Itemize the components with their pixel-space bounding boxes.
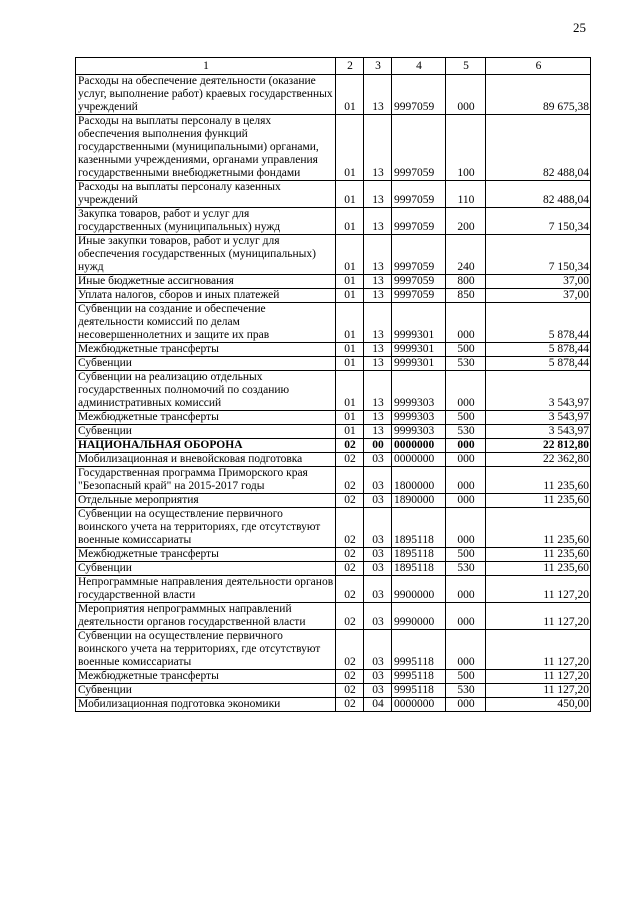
subsection-code-cell: 13 bbox=[364, 115, 392, 181]
expense-type-cell: 000 bbox=[446, 603, 486, 630]
target-article-cell: 1895118 bbox=[392, 548, 446, 562]
section-code-cell: 02 bbox=[336, 698, 364, 712]
target-article-cell: 9997059 bbox=[392, 75, 446, 115]
expense-name-cell: Иные закупки товаров, работ и услуг для обеспечения государственных (муниципальных) нужд bbox=[76, 235, 336, 275]
section-code-cell: 02 bbox=[336, 494, 364, 508]
section-code-cell: 01 bbox=[336, 411, 364, 425]
header-cell: 2 bbox=[336, 58, 364, 75]
expense-name-cell: Субвенции на реализацию отдельных государственных полномочий по созданию административных комиссий bbox=[76, 371, 336, 411]
target-article-cell: 9997059 bbox=[392, 181, 446, 208]
table-row bbox=[76, 371, 591, 411]
expense-name-cell: Межбюджетные трансферты bbox=[76, 670, 336, 684]
amount-cell: 11 127,20 bbox=[486, 603, 591, 630]
expense-name-cell: Расходы на выплаты персоналу казенных учреждений bbox=[76, 181, 336, 208]
expense-name-cell: Расходы на выплаты персоналу в целях обеспечения выполнения функций государственными (муниципальными) органами, казенными учреждениями, органами управления государственными внебюджетными фондами bbox=[76, 115, 336, 181]
target-article-cell: 9997059 bbox=[392, 115, 446, 181]
section-code-cell: 01 bbox=[336, 75, 364, 115]
expense-type-cell: 000 bbox=[446, 439, 486, 453]
target-article-cell: 1800000 bbox=[392, 467, 446, 494]
header-cell: 5 bbox=[446, 58, 486, 75]
target-article-cell: 1895118 bbox=[392, 508, 446, 548]
expense-name-cell: Мобилизационная и вневойсковая подготовка bbox=[76, 453, 336, 467]
table-row bbox=[76, 181, 591, 208]
subsection-code-cell: 03 bbox=[364, 670, 392, 684]
target-article-cell: 9997059 bbox=[392, 235, 446, 275]
amount-cell: 82 488,04 bbox=[486, 115, 591, 181]
subsection-code-cell: 03 bbox=[364, 684, 392, 698]
amount-cell: 3 543,97 bbox=[486, 371, 591, 411]
section-code-cell: 02 bbox=[336, 562, 364, 576]
table-header-row bbox=[76, 58, 591, 75]
expense-type-cell: 500 bbox=[446, 411, 486, 425]
subsection-code-cell: 13 bbox=[364, 303, 392, 343]
subsection-code-cell: 13 bbox=[364, 289, 392, 303]
target-article-cell: 1895118 bbox=[392, 562, 446, 576]
subsection-code-cell: 13 bbox=[364, 343, 392, 357]
table-row bbox=[76, 630, 591, 670]
table-row bbox=[76, 576, 591, 603]
section-code-cell: 02 bbox=[336, 576, 364, 603]
subsection-code-cell: 13 bbox=[364, 357, 392, 371]
expense-type-cell: 000 bbox=[446, 75, 486, 115]
table-row bbox=[76, 548, 591, 562]
header-cell: 6 bbox=[486, 58, 591, 75]
subsection-code-cell: 03 bbox=[364, 494, 392, 508]
section-code-cell: 02 bbox=[336, 603, 364, 630]
subsection-code-cell: 04 bbox=[364, 698, 392, 712]
table-row bbox=[76, 698, 591, 712]
header-cell: 3 bbox=[364, 58, 392, 75]
table-row bbox=[76, 670, 591, 684]
expense-type-cell: 000 bbox=[446, 508, 486, 548]
section-code-cell: 01 bbox=[336, 181, 364, 208]
expense-name-cell: Субвенции bbox=[76, 425, 336, 439]
subsection-code-cell: 03 bbox=[364, 453, 392, 467]
expense-type-cell: 530 bbox=[446, 684, 486, 698]
section-code-cell: 01 bbox=[336, 425, 364, 439]
table-row bbox=[76, 439, 591, 453]
table-row bbox=[76, 343, 591, 357]
section-code-cell: 02 bbox=[336, 684, 364, 698]
table-row bbox=[76, 275, 591, 289]
section-code-cell: 02 bbox=[336, 453, 364, 467]
amount-cell: 11 235,60 bbox=[486, 467, 591, 494]
target-article-cell: 0000000 bbox=[392, 698, 446, 712]
subsection-code-cell: 03 bbox=[364, 562, 392, 576]
subsection-code-cell: 13 bbox=[364, 235, 392, 275]
subsection-code-cell: 03 bbox=[364, 630, 392, 670]
expense-name-cell: Отдельные мероприятия bbox=[76, 494, 336, 508]
amount-cell: 11 127,20 bbox=[486, 670, 591, 684]
amount-cell: 7 150,34 bbox=[486, 208, 591, 235]
amount-cell: 22 362,80 bbox=[486, 453, 591, 467]
target-article-cell: 9999303 bbox=[392, 411, 446, 425]
expense-type-cell: 850 bbox=[446, 289, 486, 303]
expense-name-cell: Межбюджетные трансферты bbox=[76, 343, 336, 357]
amount-cell: 22 812,80 bbox=[486, 439, 591, 453]
table-row bbox=[76, 508, 591, 548]
expense-type-cell: 800 bbox=[446, 275, 486, 289]
expense-name-cell: Субвенции на осуществление первичного воинского учета на территориях, где отсутствуют военные комиссариаты bbox=[76, 630, 336, 670]
expense-name-cell: Межбюджетные трансферты bbox=[76, 548, 336, 562]
amount-cell: 11 235,60 bbox=[486, 494, 591, 508]
section-code-cell: 01 bbox=[336, 235, 364, 275]
subsection-code-cell: 03 bbox=[364, 548, 392, 562]
expense-name-cell: Мероприятия непрограммных направлений деятельности органов государственной власти bbox=[76, 603, 336, 630]
expense-type-cell: 000 bbox=[446, 576, 486, 603]
expense-name-cell: Иные бюджетные ассигнования bbox=[76, 275, 336, 289]
table-row bbox=[76, 453, 591, 467]
expense-name-cell: Мобилизационная подготовка экономики bbox=[76, 698, 336, 712]
expense-type-cell: 500 bbox=[446, 343, 486, 357]
table-row bbox=[76, 684, 591, 698]
subsection-code-cell: 03 bbox=[364, 576, 392, 603]
target-article-cell: 9997059 bbox=[392, 275, 446, 289]
section-code-cell: 01 bbox=[336, 303, 364, 343]
section-code-cell: 01 bbox=[336, 343, 364, 357]
expense-name-cell: Расходы на обеспечение деятельности (оказание услуг, выполнение работ) краевых государственных учреждений bbox=[76, 75, 336, 115]
target-article-cell: 1890000 bbox=[392, 494, 446, 508]
amount-cell: 450,00 bbox=[486, 698, 591, 712]
amount-cell: 11 235,60 bbox=[486, 562, 591, 576]
subsection-code-cell: 13 bbox=[364, 371, 392, 411]
target-article-cell: 9999303 bbox=[392, 425, 446, 439]
amount-cell: 3 543,97 bbox=[486, 425, 591, 439]
subsection-code-cell: 13 bbox=[364, 411, 392, 425]
expense-name-cell: Субвенции на осуществление первичного воинского учета на территориях, где отсутствуют военные комиссариаты bbox=[76, 508, 336, 548]
subsection-code-cell: 13 bbox=[364, 425, 392, 439]
amount-cell: 82 488,04 bbox=[486, 181, 591, 208]
subsection-code-cell: 13 bbox=[364, 181, 392, 208]
subsection-code-cell: 03 bbox=[364, 603, 392, 630]
expense-type-cell: 000 bbox=[446, 630, 486, 670]
section-code-cell: 01 bbox=[336, 115, 364, 181]
expense-type-cell: 000 bbox=[446, 303, 486, 343]
subsection-code-cell: 00 bbox=[364, 439, 392, 453]
section-code-cell: 02 bbox=[336, 630, 364, 670]
table-row bbox=[76, 303, 591, 343]
expense-type-cell: 000 bbox=[446, 494, 486, 508]
expense-name-cell: Субвенции bbox=[76, 684, 336, 698]
expense-type-cell: 500 bbox=[446, 670, 486, 684]
amount-cell: 11 235,60 bbox=[486, 508, 591, 548]
amount-cell: 5 878,44 bbox=[486, 357, 591, 371]
expense-type-cell: 530 bbox=[446, 425, 486, 439]
expense-name-cell: Субвенции на создание и обеспечение деятельности комиссий по делам несовершеннолетних и защите их прав bbox=[76, 303, 336, 343]
table-row bbox=[76, 411, 591, 425]
section-code-cell: 01 bbox=[336, 208, 364, 235]
table-row bbox=[76, 75, 591, 115]
amount-cell: 5 878,44 bbox=[486, 303, 591, 343]
subsection-code-cell: 13 bbox=[364, 75, 392, 115]
expense-type-cell: 000 bbox=[446, 371, 486, 411]
expense-name-cell: Закупка товаров, работ и услуг для государственных (муниципальных) нужд bbox=[76, 208, 336, 235]
target-article-cell: 9999301 bbox=[392, 357, 446, 371]
table-row bbox=[76, 467, 591, 494]
amount-cell: 37,00 bbox=[486, 289, 591, 303]
table-row bbox=[76, 562, 591, 576]
table-row bbox=[76, 208, 591, 235]
subsection-code-cell: 13 bbox=[364, 208, 392, 235]
target-article-cell: 9997059 bbox=[392, 208, 446, 235]
budget-table bbox=[75, 57, 591, 712]
target-article-cell: 9999303 bbox=[392, 371, 446, 411]
expense-name-cell: Уплата налогов, сборов и иных платежей bbox=[76, 289, 336, 303]
expense-type-cell: 000 bbox=[446, 698, 486, 712]
target-article-cell: 9990000 bbox=[392, 603, 446, 630]
target-article-cell: 9995118 bbox=[392, 684, 446, 698]
section-code-cell: 02 bbox=[336, 670, 364, 684]
expense-name-cell: Межбюджетные трансферты bbox=[76, 411, 336, 425]
amount-cell: 11 127,20 bbox=[486, 630, 591, 670]
expense-name-cell: НАЦИОНАЛЬНАЯ ОБОРОНА bbox=[76, 439, 336, 453]
subsection-code-cell: 03 bbox=[364, 508, 392, 548]
subsection-code-cell: 03 bbox=[364, 467, 392, 494]
amount-cell: 11 235,60 bbox=[486, 548, 591, 562]
target-article-cell: 0000000 bbox=[392, 453, 446, 467]
expense-type-cell: 530 bbox=[446, 357, 486, 371]
table-row bbox=[76, 289, 591, 303]
section-code-cell: 01 bbox=[336, 289, 364, 303]
expense-type-cell: 000 bbox=[446, 453, 486, 467]
table-row bbox=[76, 115, 591, 181]
section-code-cell: 01 bbox=[336, 275, 364, 289]
target-article-cell: 0000000 bbox=[392, 439, 446, 453]
amount-cell: 3 543,97 bbox=[486, 411, 591, 425]
target-article-cell: 9999301 bbox=[392, 343, 446, 357]
expense-type-cell: 200 bbox=[446, 208, 486, 235]
page-number: 25 bbox=[573, 20, 586, 35]
subsection-code-cell: 13 bbox=[364, 275, 392, 289]
expense-type-cell: 500 bbox=[446, 548, 486, 562]
section-code-cell: 01 bbox=[336, 371, 364, 411]
table-row bbox=[76, 357, 591, 371]
section-code-cell: 02 bbox=[336, 467, 364, 494]
expense-name-cell: Субвенции bbox=[76, 562, 336, 576]
expense-name-cell: Субвенции bbox=[76, 357, 336, 371]
table-row bbox=[76, 235, 591, 275]
section-code-cell: 01 bbox=[336, 357, 364, 371]
amount-cell: 5 878,44 bbox=[486, 343, 591, 357]
expense-type-cell: 100 bbox=[446, 115, 486, 181]
target-article-cell: 9995118 bbox=[392, 630, 446, 670]
amount-cell: 89 675,38 bbox=[486, 75, 591, 115]
target-article-cell: 9900000 bbox=[392, 576, 446, 603]
header-cell: 4 bbox=[392, 58, 446, 75]
expense-type-cell: 000 bbox=[446, 467, 486, 494]
section-code-cell: 02 bbox=[336, 548, 364, 562]
amount-cell: 11 127,20 bbox=[486, 684, 591, 698]
header-cell: 1 bbox=[76, 58, 336, 75]
expense-type-cell: 110 bbox=[446, 181, 486, 208]
expense-name-cell: Государственная программа Приморского края "Безопасный край" на 2015-2017 годы bbox=[76, 467, 336, 494]
table-row bbox=[76, 603, 591, 630]
target-article-cell: 9997059 bbox=[392, 289, 446, 303]
amount-cell: 7 150,34 bbox=[486, 235, 591, 275]
expense-type-cell: 240 bbox=[446, 235, 486, 275]
amount-cell: 11 127,20 bbox=[486, 576, 591, 603]
target-article-cell: 9995118 bbox=[392, 670, 446, 684]
section-code-cell: 02 bbox=[336, 439, 364, 453]
amount-cell: 37,00 bbox=[486, 275, 591, 289]
target-article-cell: 9999301 bbox=[392, 303, 446, 343]
table-row bbox=[76, 425, 591, 439]
table-row bbox=[76, 494, 591, 508]
expense-type-cell: 530 bbox=[446, 562, 486, 576]
section-code-cell: 02 bbox=[336, 508, 364, 548]
expense-name-cell: Непрограммные направления деятельности органов государственной власти bbox=[76, 576, 336, 603]
